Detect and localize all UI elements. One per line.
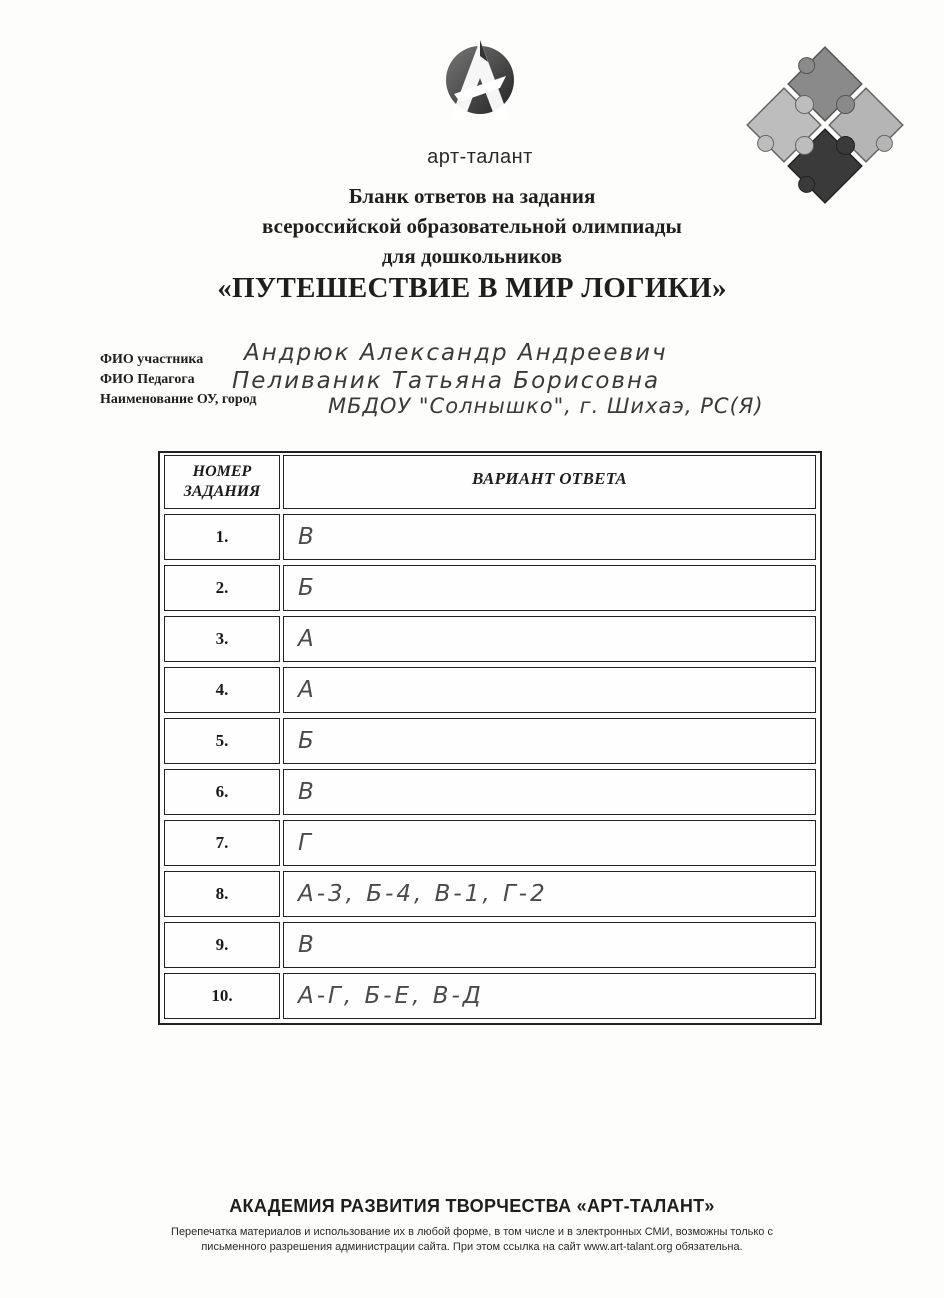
task-answer[interactable]: Б — [283, 718, 816, 764]
table-row — [164, 769, 816, 815]
footer-note — [120, 1225, 824, 1255]
table-row — [164, 871, 816, 917]
table-row — [164, 616, 816, 662]
task-number: 9. — [164, 922, 280, 968]
task-answer[interactable]: Б — [283, 565, 816, 611]
participant-label: ФИО участника — [100, 352, 204, 367]
table-row — [164, 667, 816, 713]
task-number: 1. — [164, 514, 280, 560]
task-answer[interactable]: В — [283, 769, 816, 815]
table-row — [164, 973, 816, 1019]
task-answer[interactable]: Г — [283, 820, 816, 866]
task-number: 2. — [164, 565, 280, 611]
task-answer[interactable]: В — [283, 514, 816, 560]
title-line-1: Бланк ответов на задания — [348, 184, 596, 208]
title-line-3: для дошкольников — [381, 244, 563, 268]
table-row — [164, 565, 816, 611]
task-answer[interactable]: А-Г, Б-Е, В-Д — [283, 973, 816, 1019]
footer-note-line1: Перепечатка материалов и использование их в любой форме, в том числе и в электронных СМИ, возможны только с — [171, 1226, 773, 1238]
column-header-number — [164, 455, 280, 509]
footer-note-line2: письменного разрешения администрации сайта. При этом ссылка на сайт www.art-talant.org обязательна. — [201, 1241, 743, 1253]
column-header-number-line2: ЗАДАНИЯ — [183, 483, 261, 500]
task-number: 5. — [164, 718, 280, 764]
teacher-value: Пеливаник Татьяна Борисовна — [232, 368, 661, 394]
task-answer[interactable]: А — [283, 616, 816, 662]
column-header-answer: ВАРИАНТ ОТВЕТА — [283, 455, 816, 509]
school-value: МБДОУ "Солнышко", г. Шихаэ, РС(Я) — [328, 394, 764, 418]
column-header-number-line1: НОМЕР — [192, 463, 252, 480]
task-answer[interactable]: А — [283, 667, 816, 713]
task-number: 4. — [164, 667, 280, 713]
task-number: 6. — [164, 769, 280, 815]
title-line-2: всероссийской образовательной олимпиады — [262, 214, 682, 238]
answer-table — [158, 451, 822, 1025]
task-number: 10. — [164, 973, 280, 1019]
task-answer[interactable]: В — [283, 922, 816, 968]
task-number: 8. — [164, 871, 280, 917]
teacher-label: ФИО Педагога — [100, 372, 195, 387]
participant-value: Андрюк Александр Андреевич — [244, 340, 668, 366]
olympiad-name: «ПУТЕШЕСТВИЕ В МИР ЛОГИКИ» — [217, 272, 727, 304]
task-answer[interactable]: А-3, Б-4, В-1, Г-2 — [283, 871, 816, 917]
art-talant-logo-icon — [440, 34, 520, 134]
table-row — [164, 718, 816, 764]
task-number: 7. — [164, 820, 280, 866]
table-row — [164, 820, 816, 866]
task-number: 3. — [164, 616, 280, 662]
school-label: Наименование ОУ, город — [100, 392, 257, 407]
table-row — [164, 514, 816, 560]
table-header-row — [164, 455, 816, 509]
footer-title: АКАДЕМИЯ РАЗВИТИЯ ТВОРЧЕСТВА «АРТ-ТАЛАНТ» — [229, 1196, 715, 1216]
table-row — [164, 922, 816, 968]
brand-name: арт-талант — [427, 146, 533, 168]
